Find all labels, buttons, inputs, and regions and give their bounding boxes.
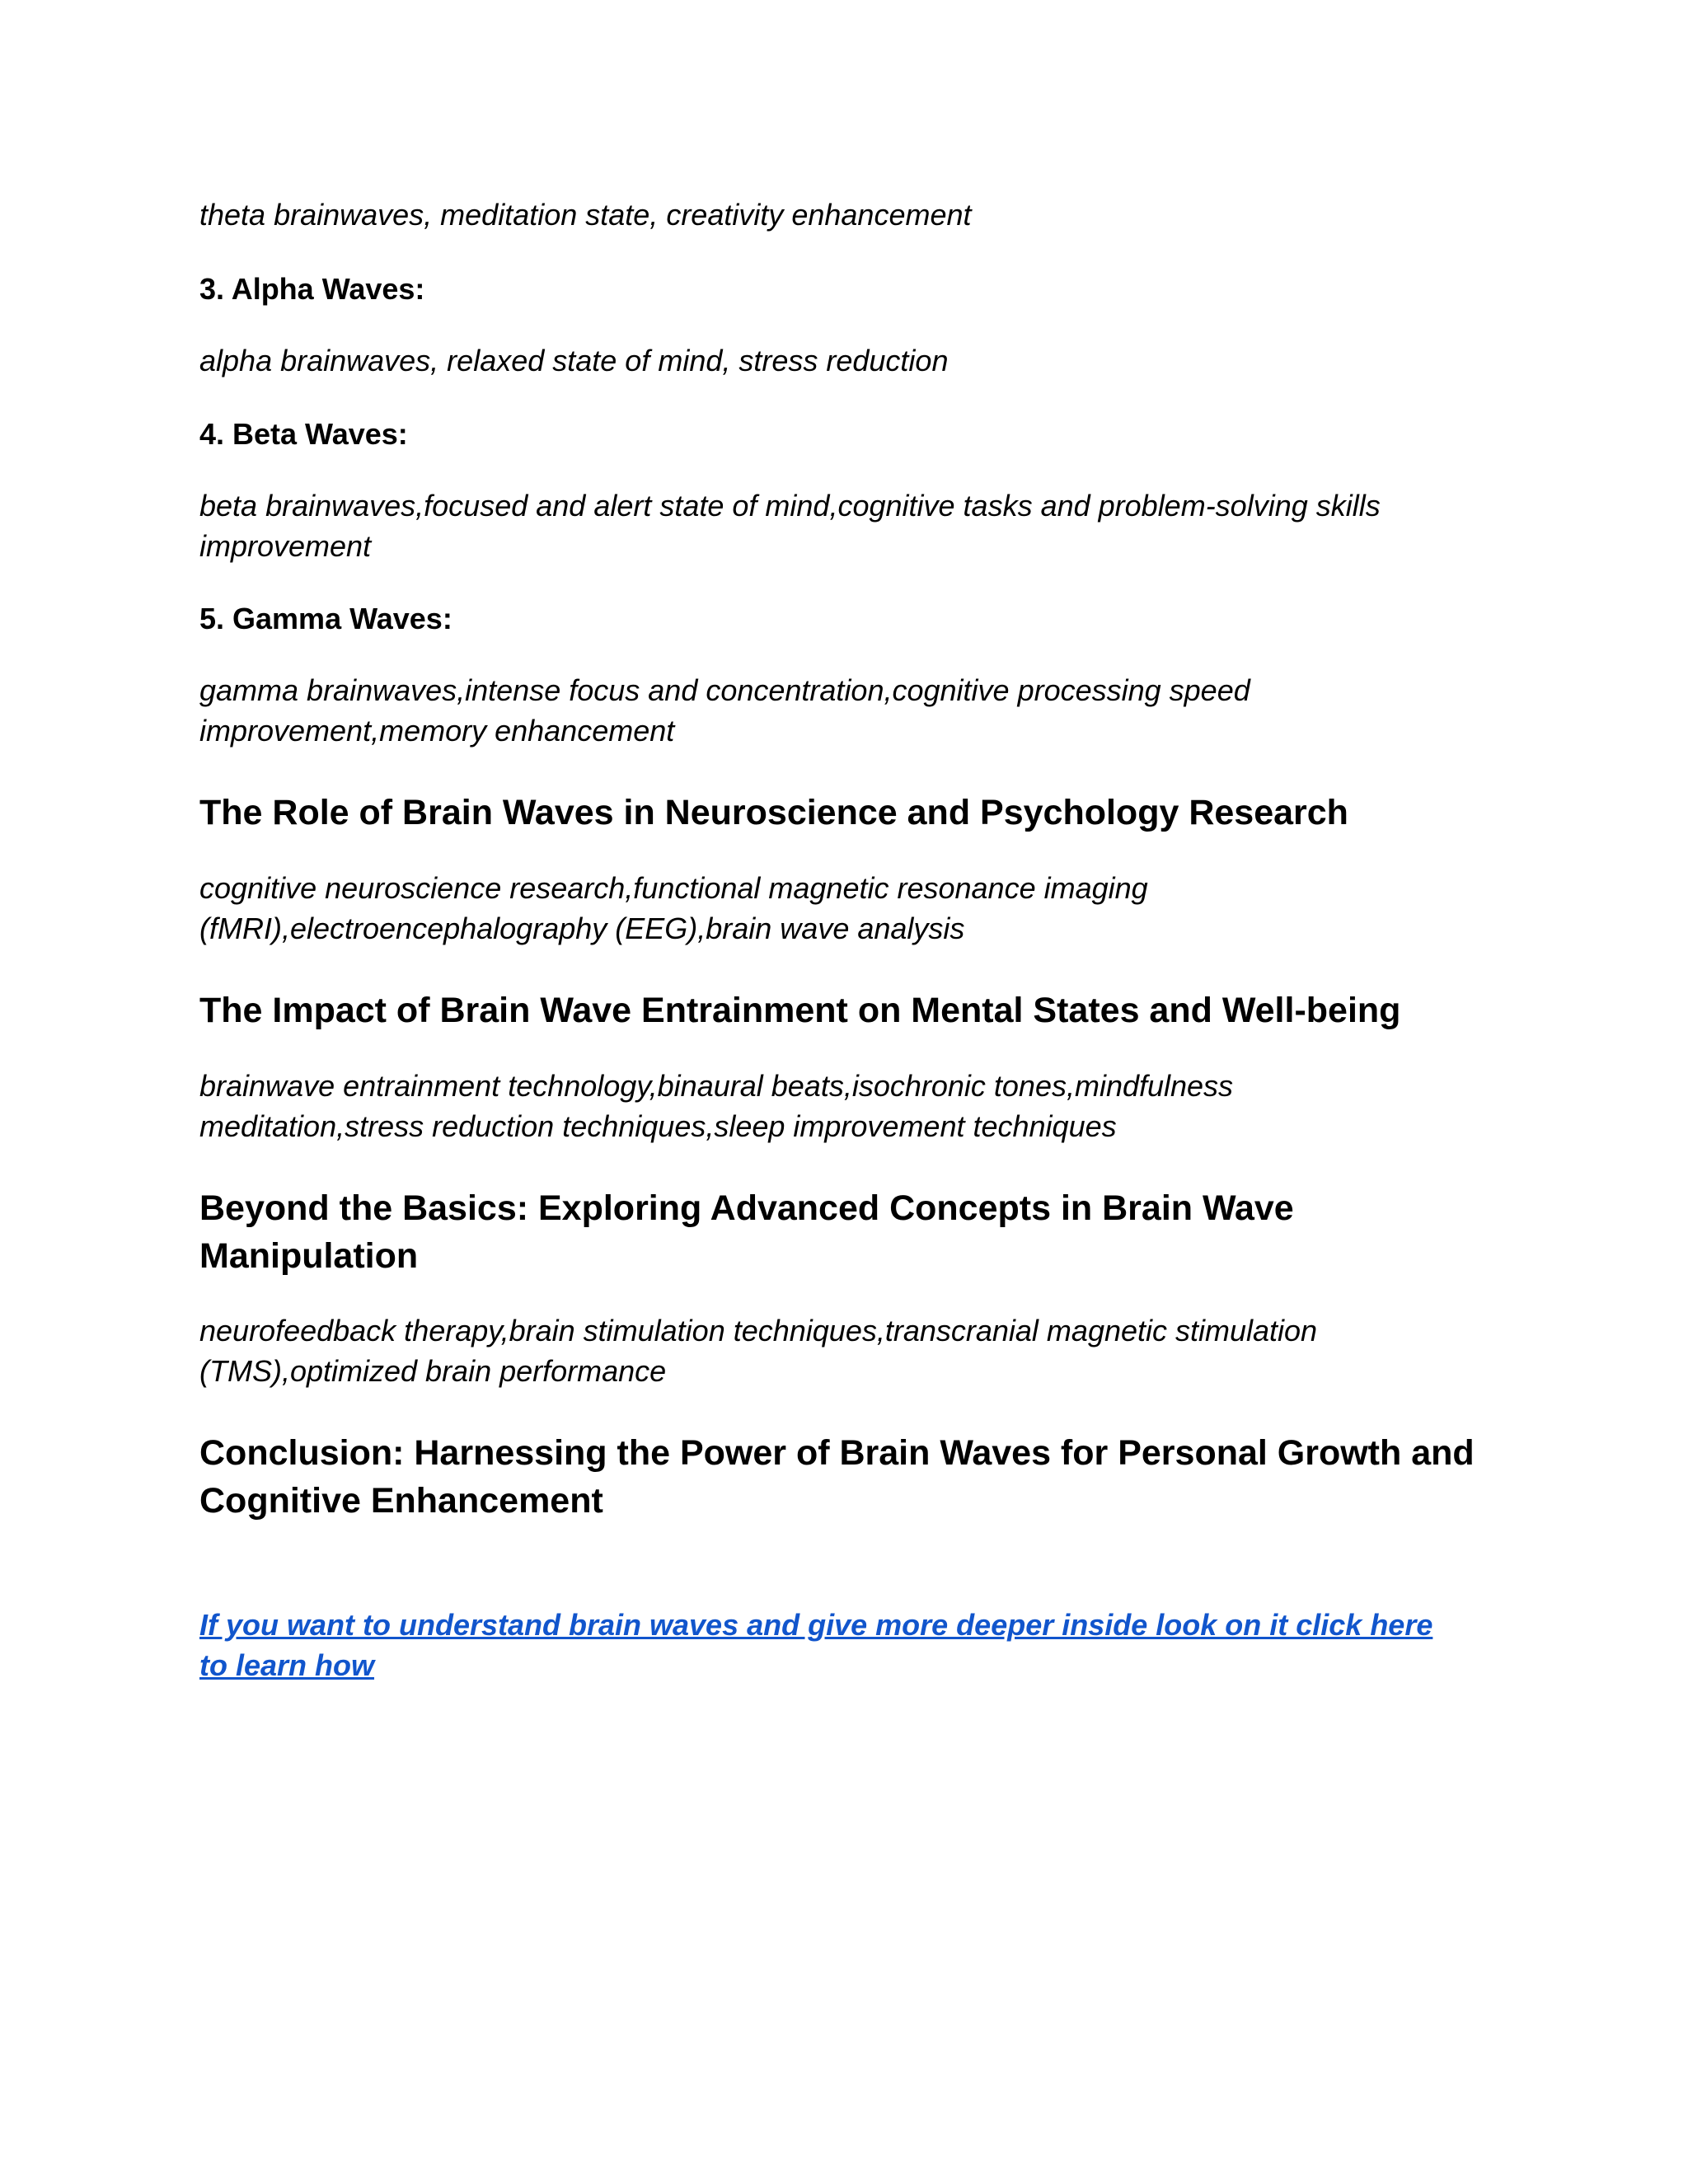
beyond-keywords-line-2: (TMS),optimized brain performance [199,1354,667,1388]
impact-section-heading: The Impact of Brain Wave Entrainment on Mental States and Well-being [199,991,1401,1030]
alpha-waves-heading: 3. Alpha Waves: [199,272,425,306]
gamma-keywords-line-2: improvement,memory enhancement [199,714,675,748]
conclusion-heading-line-2: Cognitive Enhancement [199,1481,603,1521]
beyond-section-heading [199,1184,1518,1280]
impact-keywords-line-1: brainwave entrainment technology,binaural beats,isochronic tones,mindfulness [199,1069,1234,1103]
gamma-keywords-line-1: gamma brainwaves,intense focus and concentration,cognitive processing speed [199,673,1250,707]
role-keywords-line-1: cognitive neuroscience research,functional magnetic resonance imaging [199,871,1148,905]
beta-keywords-line-1: beta brainwaves,focused and alert state of mind,cognitive tasks and problem-solving skills [199,489,1381,523]
role-section-heading: The Role of Brain Waves in Neuroscience and Psychology Research [199,793,1348,832]
impact-keywords-line-2: meditation,stress reduction techniques,sleep improvement techniques [199,1109,1117,1143]
beta-keywords [199,485,1518,566]
role-keywords-line-2: (fMRI),electroencephalography (EEG),brain wave analysis [199,912,965,945]
learn-more-link-line-2: to learn how [199,1648,375,1682]
beyond-heading-line-2: Manipulation [199,1236,419,1276]
beta-waves-heading: 4. Beta Waves: [199,417,408,451]
beyond-keywords [199,1310,1518,1391]
impact-keywords [199,1066,1518,1146]
beyond-heading-line-1: Beyond the Basics: Exploring Advanced Concepts in Brain Wave [199,1188,1294,1228]
learn-more-link-line-1: If you want to understand brain waves and give more deeper inside look on it click here [199,1608,1433,1642]
gamma-keywords [199,670,1518,751]
learn-more-link[interactable] [199,1605,1518,1685]
gamma-waves-heading: 5. Gamma Waves: [199,602,452,635]
conclusion-heading-line-1: Conclusion: Harnessing the Power of Brain Waves for Personal Growth and [199,1433,1475,1473]
theta-keywords: theta brainwaves, meditation state, creativity enhancement [199,198,972,232]
role-keywords [199,868,1518,949]
alpha-keywords: alpha brainwaves, relaxed state of mind, stress reduction [199,344,949,377]
conclusion-section-heading [199,1429,1518,1525]
beyond-keywords-line-1: neurofeedback therapy,brain stimulation techniques,transcranial magnetic stimulation [199,1314,1318,1347]
beta-keywords-line-2: improvement [199,529,372,563]
